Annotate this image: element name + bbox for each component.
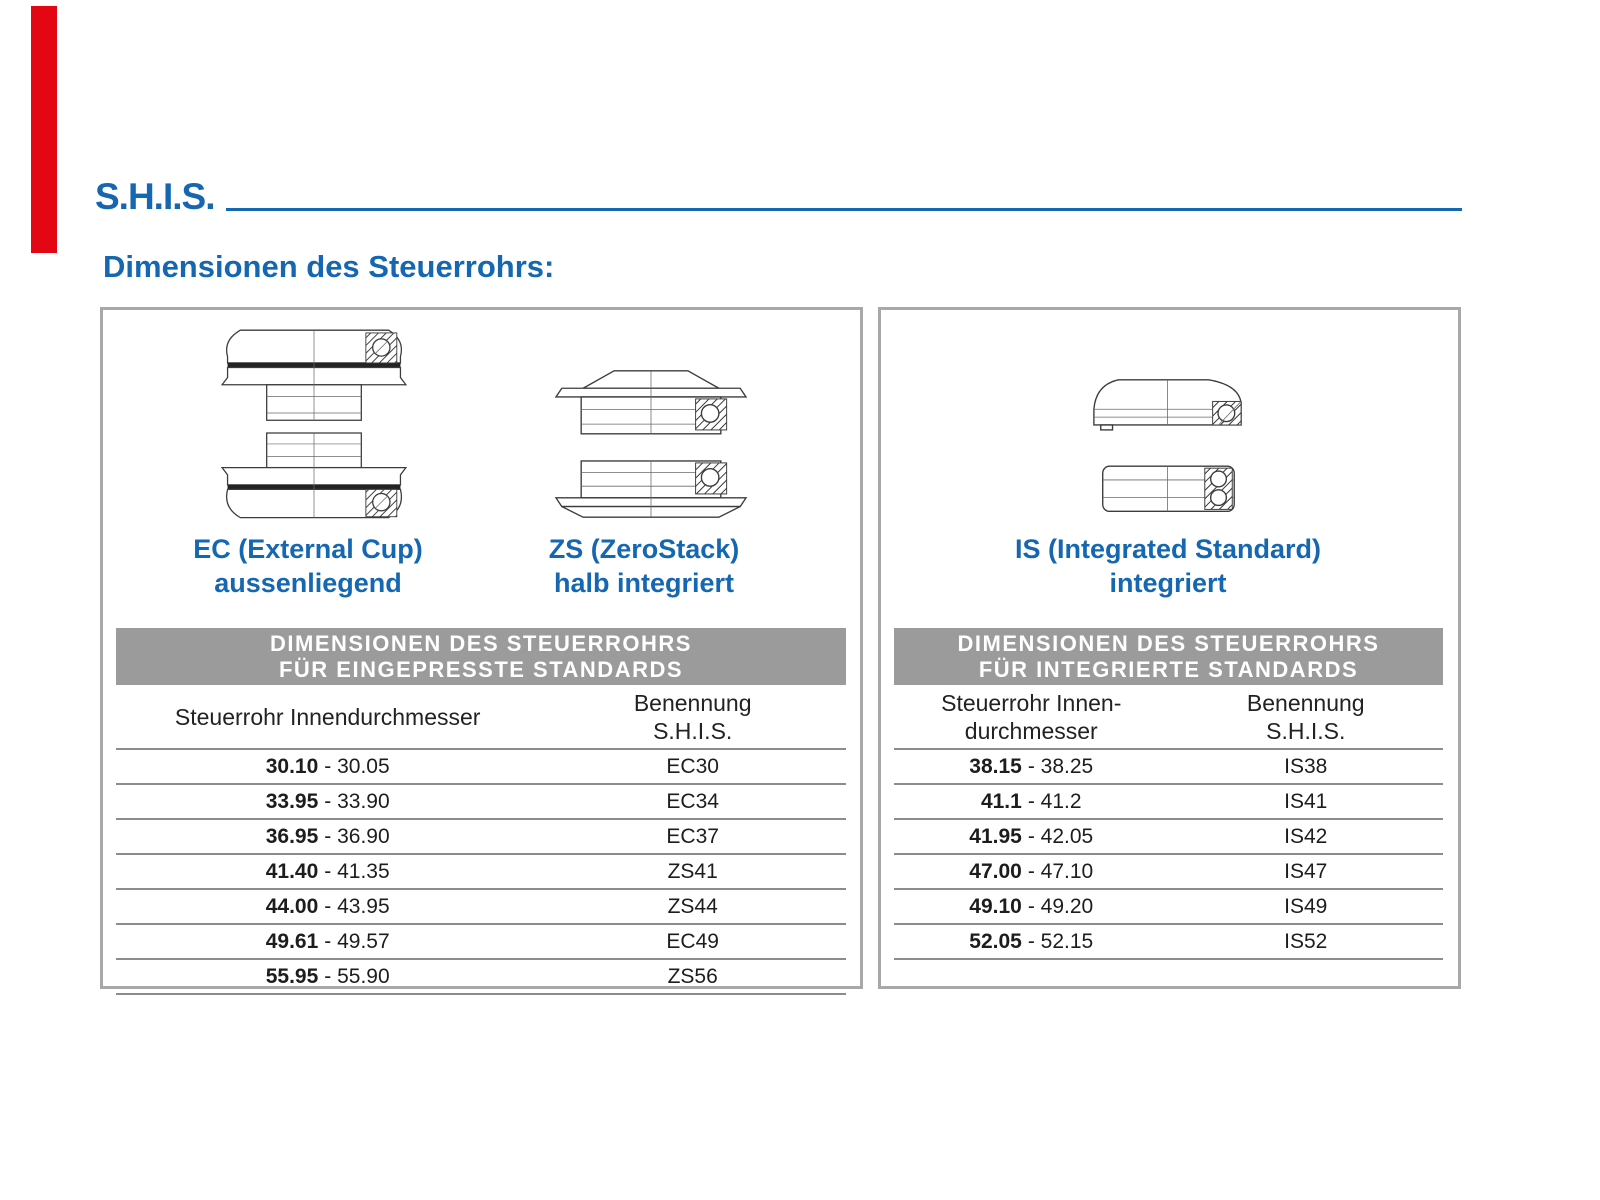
bearing-ball-icon [1218,405,1235,422]
shis-code-cell: IS42 [1284,824,1328,848]
ec-caption [177,532,439,600]
shis-code-cell: IS49 [1284,894,1328,918]
shis-code-cell: IS52 [1284,929,1328,953]
table-row [894,750,1443,785]
is-caption-line1: IS (Integrated Standard) [1014,534,1322,564]
table-row [116,890,846,925]
page-title: S.H.I.S. [95,176,215,217]
zs-caption-line1: ZS (ZeroStack) [548,534,740,564]
integrated-standards-panel [878,307,1461,989]
bearing-ball-icon [701,405,718,422]
col-header-designation: Benennung S.H.I.S. [633,689,752,744]
dimension-range-cell: 30.10 - 30.05 [265,754,390,778]
bearing-ball-icon [701,469,718,486]
dimension-range-cell: 49.61 - 49.57 [265,929,390,953]
table-row [894,890,1443,925]
column-headers [894,685,1443,748]
dimension-range-cell: 52.05 - 52.15 [969,929,1094,953]
table-title-line2: FÜR EINGEPRESSTE STANDARDS [278,656,684,682]
table-title-line2: FÜR INTEGRIERTE STANDARDS [978,656,1359,682]
table-title-bar [116,628,846,685]
table-row [116,820,846,855]
shis-code-cell: ZS44 [667,894,718,918]
shis-code-cell: ZS56 [667,964,718,988]
pressed-standards-table [116,628,846,995]
col-header-designation: Benennung S.H.I.S. [1246,689,1365,744]
table-row [116,855,846,890]
table-title-bar [894,628,1443,685]
table-rows [894,748,1443,960]
table-rows [116,748,846,995]
table-row [116,925,846,960]
page-subtitle: Dimensionen des Steuerrohrs: [103,249,555,284]
shis-code-cell: EC34 [666,789,719,813]
ec-caption-line1: EC (External Cup) [193,534,423,564]
dimension-range-cell: 41.40 - 41.35 [265,859,390,883]
table-row [116,750,846,785]
bearing-ball-icon [1211,490,1227,506]
dimension-range-cell: 44.00 - 43.95 [265,894,390,918]
column-headers [116,685,846,748]
shis-code-cell: EC37 [666,824,719,848]
table-row [894,925,1443,960]
is-caption-line2: integriert [1109,568,1227,598]
dimension-range-cell: 36.95 - 36.90 [265,824,390,848]
dimension-range-cell: 38.15 - 38.25 [969,754,1094,778]
shis-code-cell: IS38 [1284,754,1328,778]
title-rule [226,208,1462,211]
is-headset-diagram [1081,372,1253,530]
table-row [894,820,1443,855]
zs-caption-line2: halb integriert [553,568,735,598]
zs-caption [513,532,775,600]
integrated-standards-table [894,628,1443,960]
table-title-line1: DIMENSIONEN DES STEUERROHRS [957,630,1380,656]
section-marker-bar [31,6,57,253]
ec-caption-line2: aussenliegend [214,568,402,598]
table-row [116,960,846,995]
table-row [894,855,1443,890]
zs-headset-diagram [553,364,749,524]
dimension-range-cell: 41.1 - 41.2 [980,789,1082,813]
shis-code-cell: IS41 [1284,789,1328,813]
shis-code-cell: IS47 [1284,859,1328,883]
table-title-line1: DIMENSIONEN DES STEUERROHRS [270,630,692,656]
dimension-range-cell: 41.95 - 42.05 [969,824,1094,848]
dimension-range-cell: 55.95 - 55.90 [265,964,390,988]
table-row [894,785,1443,820]
shis-code-cell: ZS41 [667,859,718,883]
ec-headset-diagram [213,320,415,526]
dimension-range-cell: 47.00 - 47.10 [969,859,1094,883]
dimension-range-cell: 49.10 - 49.20 [969,894,1094,918]
bearing-ball-icon [1211,471,1227,487]
col-header-diameter: Steuerrohr Innendurchmesser [174,703,481,730]
col-header-diameter: Steuerrohr Innen- durchmesser [941,689,1122,744]
pressed-standards-panel [100,307,863,989]
shis-code-cell: EC30 [666,754,719,778]
table-row [116,785,846,820]
is-caption [1011,532,1325,600]
dimension-range-cell: 33.95 - 33.90 [265,789,390,813]
shis-code-cell: EC49 [666,929,719,953]
